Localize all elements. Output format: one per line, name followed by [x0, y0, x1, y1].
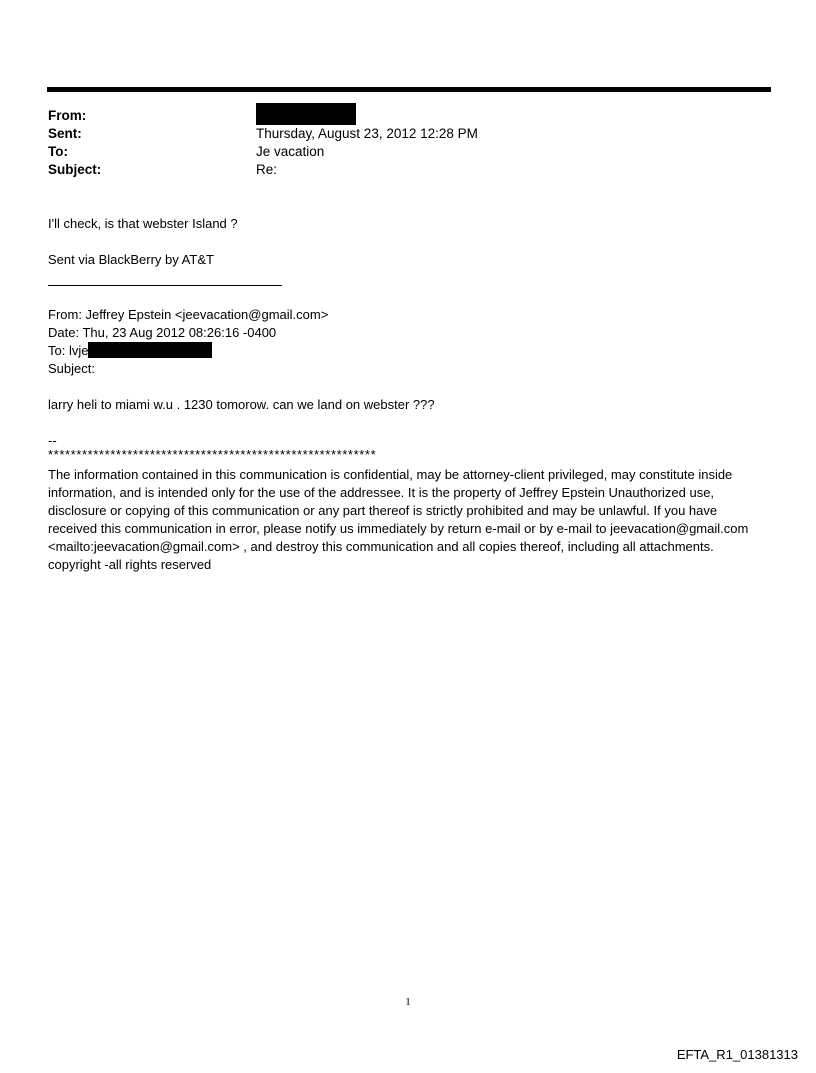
- subject-row: [48, 161, 748, 179]
- sent-value: Thursday, August 23, 2012 12:28 PM: [256, 126, 478, 141]
- quoted-to-text: To: lvje: [48, 343, 89, 358]
- redaction-box: [88, 342, 212, 358]
- to-label: To:: [48, 144, 68, 159]
- from-row: [48, 107, 748, 125]
- redaction-box: [256, 103, 356, 125]
- subject-value: Re:: [256, 162, 278, 177]
- quoted-from: From: Jeffrey Epstein <jeevacation@gmail.com>: [48, 307, 329, 322]
- quoted-subject: Subject:: [48, 361, 95, 376]
- quoted-date: Date: Thu, 23 Aug 2012 08:26:16 -0400: [48, 325, 277, 340]
- email-header: [48, 107, 748, 179]
- page-number: 1: [405, 996, 411, 1008]
- quote-separator: [48, 285, 282, 286]
- quoted-to: [48, 342, 768, 360]
- subject-label: Subject:: [48, 162, 102, 177]
- top-divider: [47, 87, 771, 92]
- quoted-header: [48, 306, 768, 378]
- reply-message: I'll check, is that webster Island ?: [48, 216, 238, 231]
- from-value: [256, 107, 748, 125]
- document-id: EFTA_R1_01381313: [676, 1047, 798, 1062]
- signature-stars: **********************************************************: [48, 447, 377, 462]
- reply-signature: Sent via BlackBerry by AT&T: [48, 252, 214, 267]
- sent-row: [48, 125, 748, 143]
- to-row: [48, 143, 748, 161]
- signature-dashes: --: [48, 433, 57, 448]
- to-value: Je vacation: [256, 144, 325, 159]
- from-label: From:: [48, 108, 87, 123]
- confidentiality-disclaimer: The information contained in this communication is confidential, may be attorney-client privileged, may constitute inside information, and is intended only for the use of the addressee. It is the property of Jeffrey Epstein Unauthorized use, disclosure or copying of this communication or any part thereof is strictly prohibited and may be unlawful. If you have received this communication in error, please notify us immediately by return e-mail or by e-mail to jeevacation@gmail.com <mailto:jeevacation@gmail.com> , and destroy this communication and all copies thereof, including all attachments. copyright -all rights reserved: [48, 467, 749, 572]
- quoted-message: larry heli to miami w.u . 1230 tomorow. can we land on webster ???: [48, 397, 435, 412]
- sent-label: Sent:: [48, 126, 82, 141]
